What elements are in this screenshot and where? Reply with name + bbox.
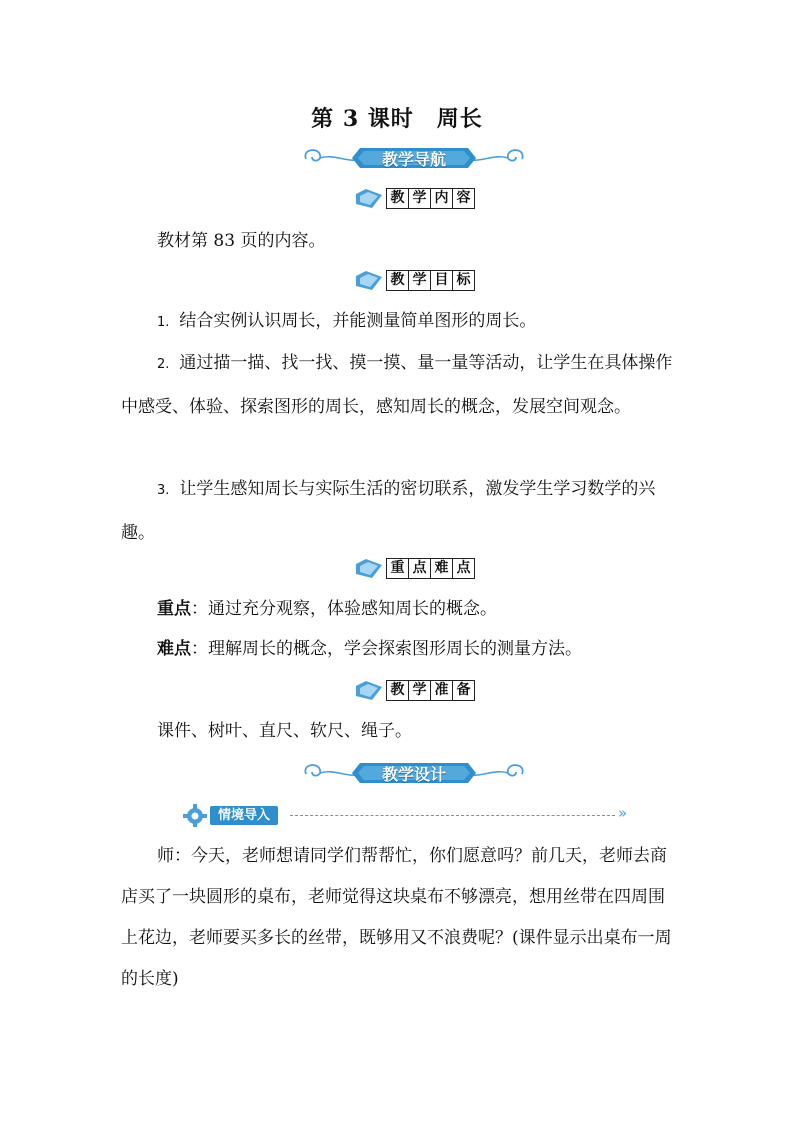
folder-icon bbox=[354, 186, 384, 212]
situation-label: 情境导入 bbox=[210, 806, 278, 825]
goal-text: 结合实例认识周长，并能测量简单图形的周长。 bbox=[179, 311, 537, 331]
heading-char: 点 bbox=[456, 560, 471, 576]
folder-icon bbox=[354, 556, 384, 582]
heading-char: 学 bbox=[409, 189, 431, 208]
goal-item-2 bbox=[121, 342, 677, 428]
goal-text: 通过描一描、找一找、摸一摸、量一量等活动，让学生在具体操作中感受、体验、探索图形的周长，感知周长的概念，发展空间观念。 bbox=[121, 353, 673, 417]
page-title: 第 3 课时 周长 bbox=[311, 106, 483, 132]
heading-char: 内 bbox=[431, 189, 453, 208]
gear-icon bbox=[182, 803, 208, 827]
difficult-text: ：理解周长的概念，学会探索图形周长的测量方法。 bbox=[191, 639, 582, 659]
heading-char: 教 bbox=[387, 189, 409, 208]
heading-char: 容 bbox=[456, 190, 471, 206]
folder-icon bbox=[354, 268, 384, 294]
banner-label: 教学设计 bbox=[381, 765, 446, 784]
sub-heading-situation bbox=[182, 803, 646, 827]
heading-char: 学 bbox=[409, 271, 431, 290]
banner-teaching-guide bbox=[300, 143, 528, 173]
heading-char: 准 bbox=[431, 681, 453, 700]
heading-char: 目 bbox=[431, 271, 453, 290]
heading-char: 难 bbox=[431, 559, 453, 578]
difficult-point-line bbox=[121, 628, 677, 670]
key-label: 重点 bbox=[157, 599, 191, 619]
heading-char: 学 bbox=[409, 681, 431, 700]
situation-text: 师：今天，老师想请同学们帮帮忙，你们愿意吗？前几天，老师去商店买了一块圆形的桌布，老师觉得这块桌布不够漂亮，想用丝带在四周围上花边，老师要买多长的丝带，既够用又不浪费呢？(课件显示出桌布一周的长度) bbox=[121, 846, 672, 989]
dashed-divider bbox=[290, 815, 615, 816]
heading-char: 备 bbox=[456, 682, 471, 698]
goal-item-3 bbox=[121, 468, 677, 554]
difficult-label: 难点 bbox=[157, 639, 191, 659]
goal-text: 让学生感知周长与实际生活的密切联系，激发学生学习数学的兴趣。 bbox=[121, 479, 656, 543]
heading-char: 重 bbox=[387, 559, 409, 578]
goal-number: 3. bbox=[157, 483, 170, 498]
heading-char: 教 bbox=[387, 271, 409, 290]
goal-number: 2. bbox=[157, 357, 170, 372]
banner-teaching-design bbox=[300, 758, 528, 788]
heading-char: 标 bbox=[456, 272, 471, 288]
banner-label: 教学导航 bbox=[381, 150, 446, 169]
preparation-text: 课件、树叶、直尺、软尺、绳子。 bbox=[157, 721, 412, 741]
heading-char: 教 bbox=[387, 681, 409, 700]
goal-number: 1. bbox=[157, 315, 170, 330]
folder-icon bbox=[354, 678, 384, 704]
key-point-line bbox=[121, 588, 677, 630]
goal-item-1 bbox=[121, 300, 677, 344]
key-text: ：通过充分观察，体验感知周长的概念。 bbox=[191, 599, 497, 619]
double-arrow-icon: » bbox=[618, 804, 628, 822]
content-text: 教材第 83 页的内容。 bbox=[157, 231, 326, 251]
heading-char: 点 bbox=[409, 559, 431, 578]
